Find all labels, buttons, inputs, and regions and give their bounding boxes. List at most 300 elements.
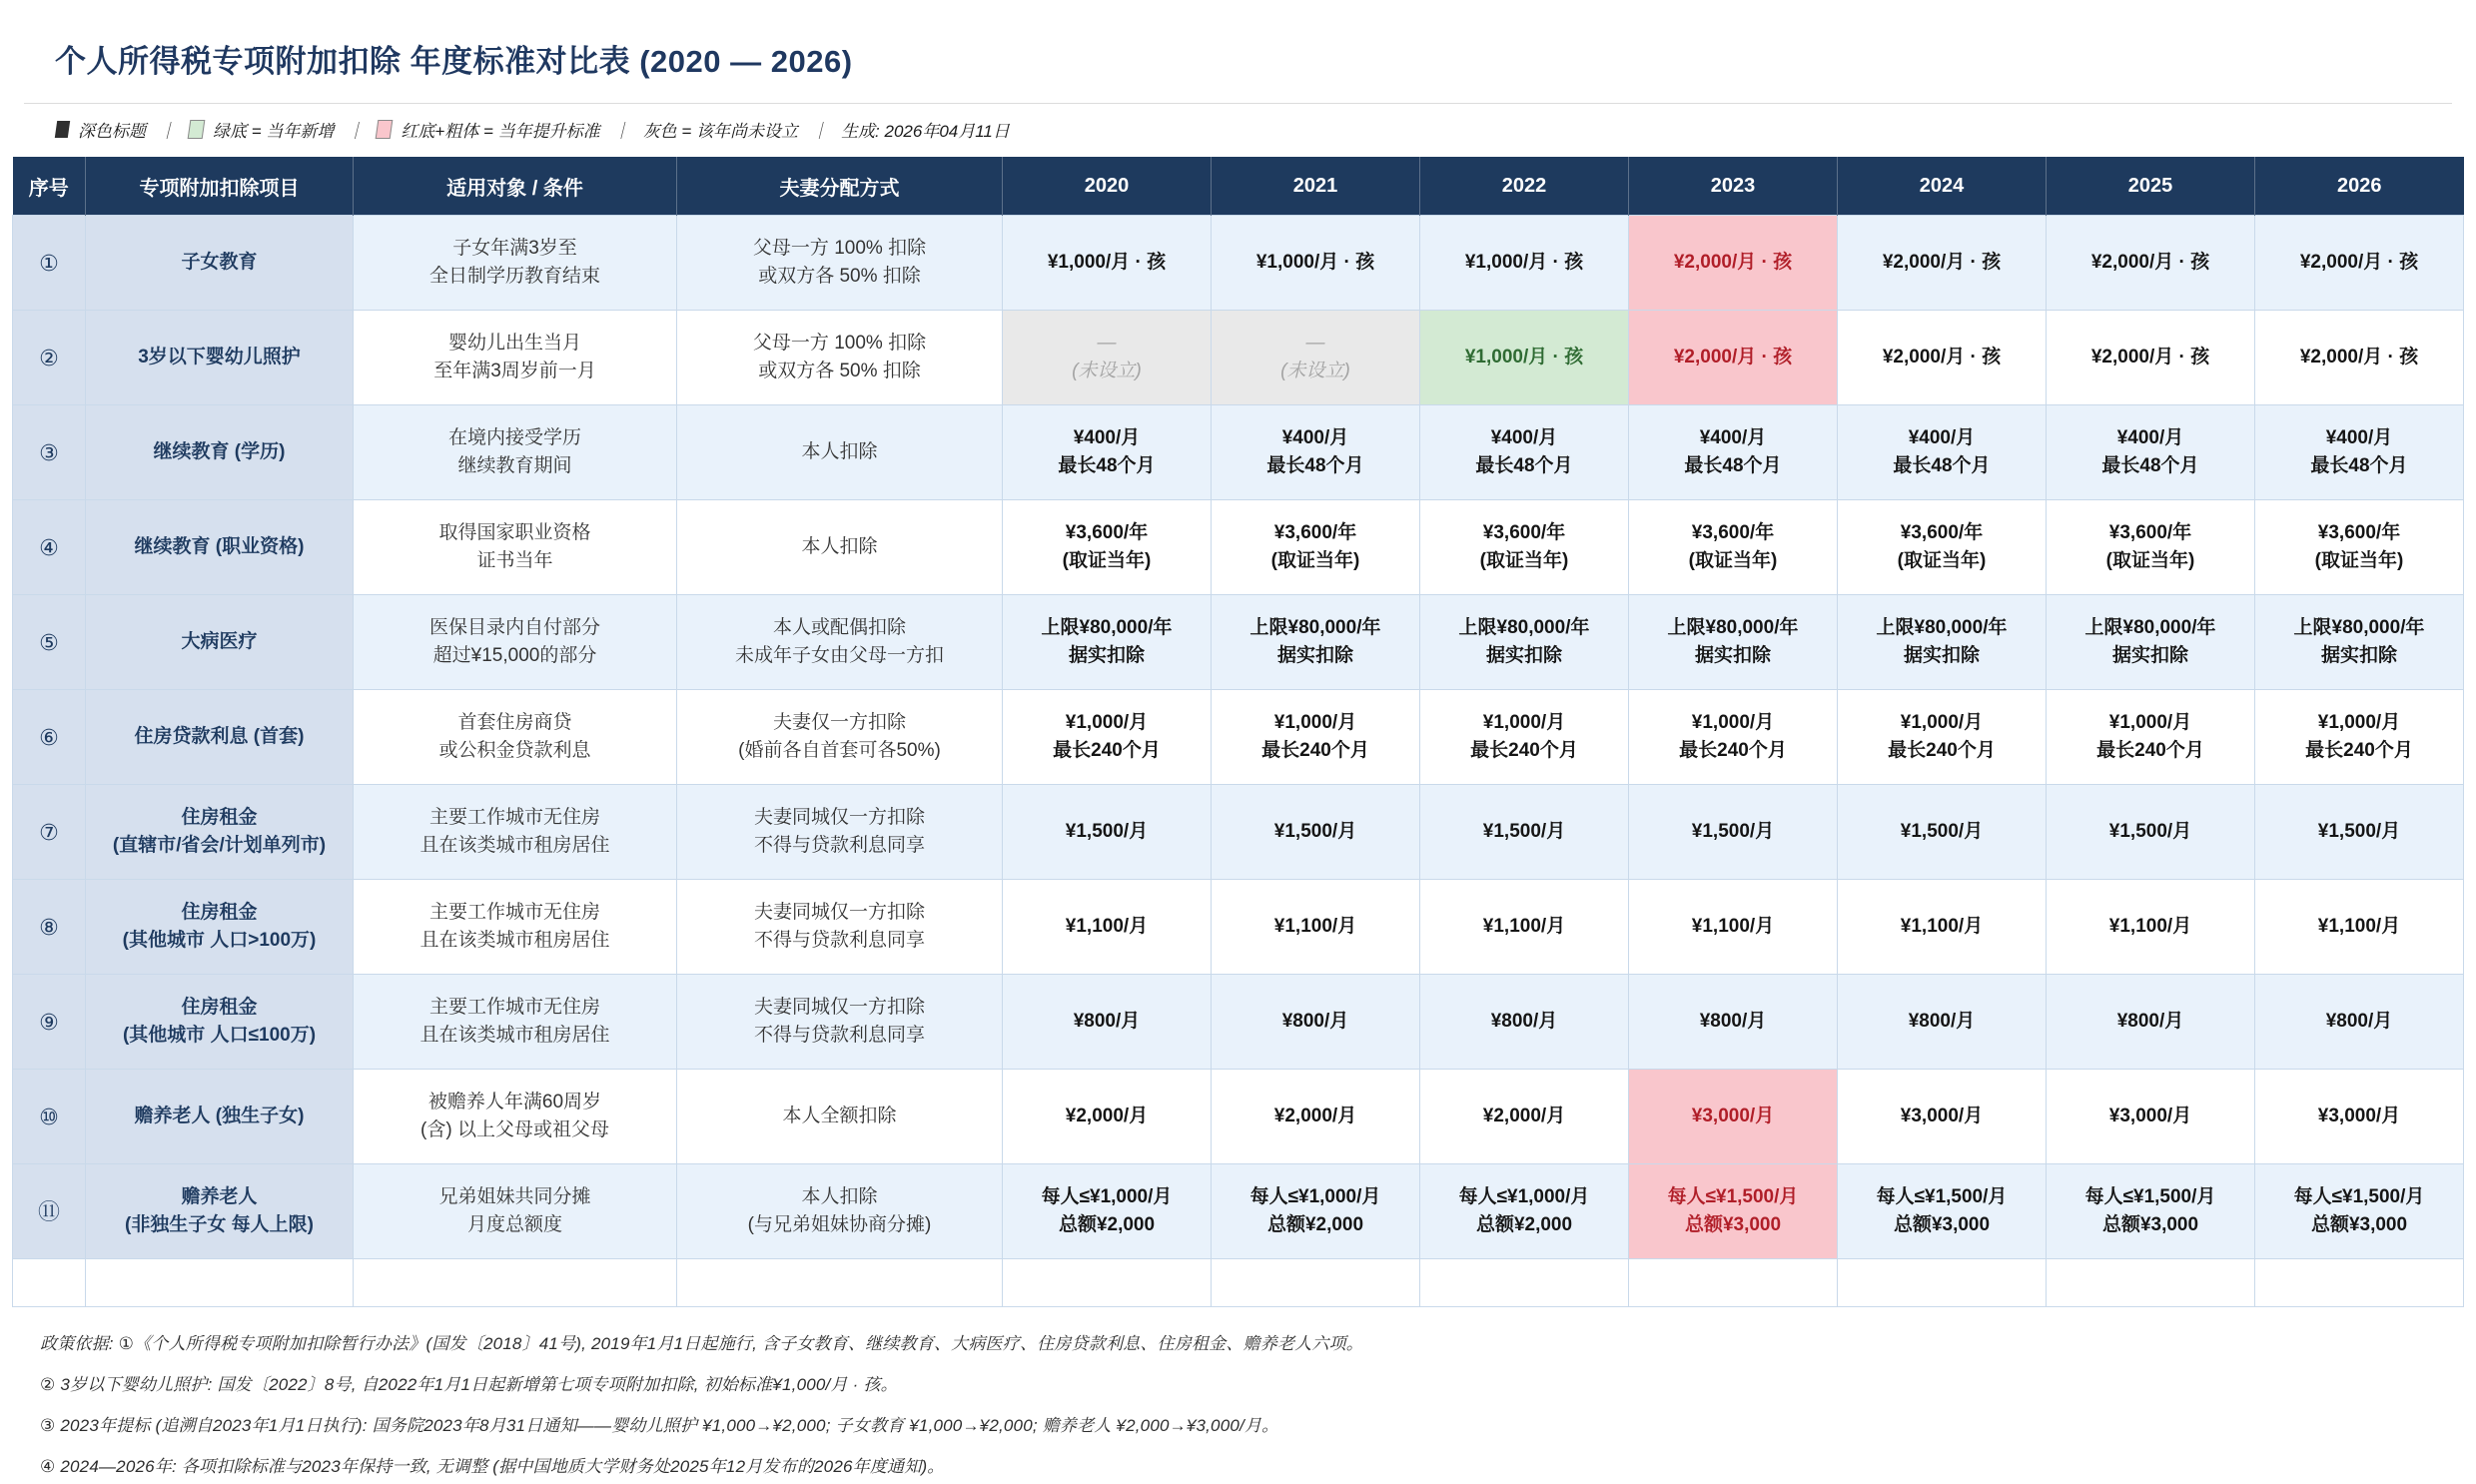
column-header: 2020: [1003, 157, 1212, 216]
year-value-cell-2026: [2255, 1164, 2464, 1259]
cell-text-line: 最长48个月: [1475, 455, 1573, 476]
year-value-cell-2023: [1629, 785, 1838, 880]
cell-text-line: ¥400/月: [1490, 426, 1558, 448]
year-value-cell-2025: [2047, 311, 2255, 405]
cell-text-line: 最长48个月: [2101, 455, 2199, 476]
year-value-cell-2026: [2255, 595, 2464, 690]
cell-text-line: ¥1,500/月: [1691, 820, 1775, 842]
deduction-item-name: [86, 500, 354, 595]
cell-text-line: 上限¥80,000/年: [2084, 616, 2216, 638]
cell-text-line: (取证当年): [2314, 550, 2404, 571]
year-value-cell-2023: [1629, 1070, 1838, 1164]
cell-text-line: ¥2,000/月 · 孩: [2090, 346, 2210, 368]
cell-text-line: 最长240个月: [1888, 740, 1996, 761]
cell-text-line: ¥1,100/月: [2317, 915, 2401, 937]
cell-text-line: ¥3,600/年: [1900, 521, 1984, 543]
cell-text-line: ¥2,000/月 · 孩: [2299, 346, 2419, 368]
cell-text-line: (其他城市 人口>100万): [122, 930, 317, 951]
cell-text-line: ¥1,000/月: [2317, 711, 2401, 733]
deduction-item-name: [86, 405, 354, 500]
cell-text-line: 总额¥3,000: [1684, 1214, 1782, 1235]
cell-text-line: 大病医疗: [181, 630, 258, 652]
year-value-cell-2022: [1420, 595, 1629, 690]
cell-text-line: 首套住房商贷: [457, 711, 572, 733]
cell-text-line: 夫妻同城仅一方扣除: [753, 901, 925, 923]
year-value-cell-2026: [2255, 216, 2464, 311]
year-value-cell-2021: [1212, 1164, 1420, 1259]
year-value-cell-2025: [2047, 975, 2255, 1070]
year-value-cell-2025: [2047, 500, 2255, 595]
cell-text-line: 本人全额扣除: [782, 1105, 897, 1126]
year-value-cell-2023: [1629, 975, 1838, 1070]
cell-text-line: 子女年满3岁至: [452, 237, 577, 259]
year-value-cell-2022: [1420, 405, 1629, 500]
year-value-cell-2025: [2047, 1164, 2255, 1259]
cell-text-line: ¥400/月: [2116, 426, 2184, 448]
deduction-item-name: [86, 1070, 354, 1164]
cell-text-line: 且在该类城市租房居住: [419, 835, 610, 856]
cell-text-line: 或双方各 50% 扣除: [758, 266, 921, 287]
year-value-cell-2022: [1420, 1070, 1629, 1164]
cell-text-line: 继续教育 (职业资格): [134, 535, 305, 557]
cell-text-line: ¥800/月: [1281, 1010, 1349, 1032]
year-value-cell-2024: [1838, 1070, 2047, 1164]
policy-note: 政策依据: ①《个人所得税专项附加扣除暂行办法》(国发〔2018〕41号), 2019年1月1日起施行, 含子女教育、继续教育、大病医疗、住房贷款利息、住房租金、赡养老人六项。: [40, 1334, 1363, 1353]
cell-text-line: 每人≤¥1,000/月: [1249, 1185, 1381, 1207]
cell-text-line: (未设立): [1072, 361, 1142, 381]
cell-text-line: 取得国家职业资格: [438, 521, 591, 543]
cell-text-line: 未成年子女由父母一方扣: [734, 645, 944, 666]
cell-text-line: ¥800/月: [2116, 1010, 2184, 1032]
legend-item-label: 红底+粗体 = 当年提升标准: [401, 122, 600, 141]
cell-text-line: ¥400/月: [1281, 426, 1349, 448]
cell-text-line: ¥2,000/月 · 孩: [2090, 251, 2210, 273]
row-index: ②: [13, 311, 86, 405]
cell-text-line: 最长48个月: [1058, 455, 1156, 476]
cell-text-line: 父母一方 100% 扣除: [752, 237, 927, 259]
year-value-cell-2026: [2255, 500, 2464, 595]
empty-cell: [2047, 1259, 2255, 1307]
cell-text-line: 每人≤¥1,000/月: [1458, 1185, 1590, 1207]
legend-item-label: 深色标题: [78, 122, 146, 141]
year-value-cell-2023: [1629, 595, 1838, 690]
cell-text-line: 最长240个月: [1470, 740, 1578, 761]
cell-text-line: (取证当年): [1062, 550, 1152, 571]
year-value-cell-2025: [2047, 1070, 2255, 1164]
cell-text-line: ¥400/月: [2325, 426, 2393, 448]
table-row: [13, 216, 2464, 311]
column-header: 夫妻分配方式: [677, 157, 1003, 216]
year-value-cell-2024: [1838, 216, 2047, 311]
year-value-cell-2022: [1420, 1164, 1629, 1259]
cell-text-line: ¥1,100/月: [2108, 915, 2192, 937]
year-value-cell-2025: [2047, 216, 2255, 311]
year-value-cell-2020: [1003, 500, 1212, 595]
cell-text-line: 主要工作城市无住房: [428, 901, 600, 923]
year-value-cell-2021: [1212, 1070, 1420, 1164]
allocation-cell: [677, 216, 1003, 311]
cell-text-line: ¥800/月: [1908, 1010, 1976, 1032]
column-header: 2025: [2047, 157, 2255, 216]
year-value-cell-2021: [1212, 785, 1420, 880]
year-value-cell-2023: [1629, 311, 1838, 405]
condition-cell: [354, 311, 677, 405]
cell-text-line: ¥3,600/年: [1065, 521, 1149, 543]
cell-text-line: 每人≤¥1,500/月: [1876, 1185, 2008, 1207]
cell-text-line: 月度总额度: [466, 1214, 562, 1235]
cell-text-line: 每人≤¥1,500/月: [1667, 1185, 1799, 1207]
empty-cell: [354, 1259, 677, 1307]
cell-text-line: 最长48个月: [2310, 455, 2408, 476]
cell-text-line: ¥1,000/月: [2108, 711, 2192, 733]
year-value-cell-2023: [1629, 216, 1838, 311]
legend-separator: ｜: [159, 122, 176, 141]
year-value-cell-2021: [1212, 216, 1420, 311]
cell-text-line: (取证当年): [2105, 550, 2195, 571]
cell-text-line: 最长240个月: [1053, 740, 1161, 761]
year-value-cell-2022: [1420, 975, 1629, 1070]
deduction-item-name: [86, 216, 354, 311]
column-header: 序号: [13, 157, 86, 216]
year-value-cell-2024: [1838, 690, 2047, 785]
allocation-cell: [677, 1164, 1003, 1259]
cell-text-line: (取证当年): [1897, 550, 1987, 571]
table-row: [13, 975, 2464, 1070]
year-value-cell-2026: [2255, 880, 2464, 975]
cell-text-line: 上限¥80,000/年: [1667, 616, 1799, 638]
legend-separator: ｜: [811, 122, 829, 141]
year-value-cell-2021: [1212, 975, 1420, 1070]
year-value-cell-2026: [2255, 1070, 2464, 1164]
cell-text-line: (取证当年): [1270, 550, 1360, 571]
year-value-cell-2022: [1420, 690, 1629, 785]
cell-text-line: 继续教育 (学历): [153, 440, 286, 462]
cell-text-line: 兄弟姐妹共同分摊: [438, 1185, 591, 1207]
cell-text-line: ¥1,500/月: [1273, 820, 1357, 842]
deduction-item-name: [86, 1164, 354, 1259]
cell-text-line: ¥1,000/月 · 孩: [1464, 346, 1584, 368]
row-index: ①: [13, 216, 86, 311]
year-value-cell-2024: [1838, 880, 2047, 975]
cell-text-line: ¥800/月: [1699, 1010, 1767, 1032]
cell-text-line: ¥2,000/月 · 孩: [1882, 346, 2002, 368]
cell-text-line: (取证当年): [1479, 550, 1569, 571]
cell-text-line: ¥1,000/月 · 孩: [1047, 251, 1167, 273]
year-value-cell-2021: [1212, 405, 1420, 500]
cell-text-line: (未设立): [1280, 361, 1350, 381]
cell-text-line: 据实扣除: [1694, 645, 1771, 666]
legend-item: [56, 117, 146, 142]
year-value-cell-2020: [1003, 405, 1212, 500]
cell-text-line: 不得与贷款利息同享: [753, 835, 925, 856]
year-value-cell-2024: [1838, 405, 2047, 500]
condition-cell: [354, 1164, 677, 1259]
cell-text-line: ¥2,000/月 · 孩: [2299, 251, 2419, 273]
cell-text-line: ¥1,500/月: [1482, 820, 1566, 842]
cell-text-line: 全日制学历教育结束: [428, 266, 600, 287]
empty-cell: [13, 1259, 86, 1307]
year-value-cell-2022: [1420, 785, 1629, 880]
cell-text-line: ¥1,500/月: [2317, 820, 2401, 842]
cell-text-line: 上限¥80,000/年: [2293, 616, 2425, 638]
cell-text-line: 医保目录内自付部分: [428, 616, 600, 638]
legend-item-label: 生成: 2026年04月11日: [841, 122, 1010, 141]
year-value-cell-2020: [1003, 1164, 1212, 1259]
condition-cell: [354, 785, 677, 880]
table-row: [13, 785, 2464, 880]
cell-text-line: 主要工作城市无住房: [428, 996, 600, 1018]
cell-text-line: 据实扣除: [1276, 645, 1353, 666]
cell-text-line: 最长240个月: [1261, 740, 1369, 761]
legend-item: [841, 117, 1010, 142]
deduction-item-name: [86, 595, 354, 690]
deduction-comparison-table: [12, 157, 2464, 1307]
cell-text-line: ¥3,000/月: [2317, 1105, 2401, 1126]
cell-text-line: ¥1,000/月: [1691, 711, 1775, 733]
page-title: 个人所得税专项附加扣除 年度标准对比表 (2020 — 2026): [55, 44, 853, 79]
cell-text-line: 子女教育: [181, 251, 258, 273]
year-value-cell-2025: [2047, 405, 2255, 500]
empty-cell: [1629, 1259, 1838, 1307]
cell-text-line: ¥2,000/月: [1482, 1105, 1566, 1126]
cell-text-line: 最长48个月: [1684, 455, 1782, 476]
year-value-cell-2020: [1003, 785, 1212, 880]
cell-text-line: ¥1,000/月 · 孩: [1255, 251, 1375, 273]
condition-cell: [354, 405, 677, 500]
cell-text-line: 被赡养人年满60周岁: [427, 1091, 602, 1113]
allocation-cell: [677, 405, 1003, 500]
empty-cell: [677, 1259, 1003, 1307]
cell-text-line: 证书当年: [476, 550, 553, 571]
deduction-item-name: [86, 975, 354, 1070]
cell-text-line: ¥1,500/月: [1065, 820, 1149, 842]
green-swatch-icon: [188, 120, 206, 139]
column-header: 2024: [1838, 157, 2047, 216]
cell-text-line: 住房租金: [181, 806, 258, 828]
row-index: ③: [13, 405, 86, 500]
cell-text-line: ¥1,000/月: [1900, 711, 1984, 733]
cell-text-line: ¥2,000/月 · 孩: [1673, 346, 1793, 368]
legend-item: [189, 117, 334, 142]
row-index: ⑦: [13, 785, 86, 880]
cell-text-line: ¥1,500/月: [2108, 820, 2192, 842]
cell-text-line: (与兄弟姐妹协商分摊): [747, 1214, 932, 1235]
cell-text-line: ¥3,600/年: [2317, 521, 2401, 543]
policy-note: ④ 2024—2026年: 各项扣除标准与2023年保持一致, 无调整 (据中国地质大学财务处2025年12月发布的2026年度通知)。: [40, 1457, 945, 1476]
column-header: 2023: [1629, 157, 1838, 216]
cell-text-line: 总额¥2,000: [1266, 1214, 1364, 1235]
cell-text-line: ¥800/月: [1490, 1010, 1558, 1032]
cell-text-line: 父母一方 100% 扣除: [752, 332, 927, 354]
year-value-cell-2026: [2255, 975, 2464, 1070]
cell-text-line: 每人≤¥1,500/月: [2293, 1185, 2425, 1207]
cell-text-line: (其他城市 人口≤100万): [122, 1025, 317, 1046]
cell-text-line: ¥1,100/月: [1691, 915, 1775, 937]
year-value-cell-2024: [1838, 595, 2047, 690]
legend-separator: ｜: [347, 122, 365, 141]
year-value-cell-2024: [1838, 1164, 2047, 1259]
empty-cell: [1003, 1259, 1212, 1307]
deduction-item-name: [86, 880, 354, 975]
year-value-cell-2022: [1420, 216, 1629, 311]
year-value-cell-2025: [2047, 880, 2255, 975]
cell-text-line: 上限¥80,000/年: [1249, 616, 1381, 638]
cell-text-line: 住房贷款利息 (首套): [134, 725, 305, 747]
table-row: [13, 1070, 2464, 1164]
cell-text-line: 总额¥3,000: [2101, 1214, 2199, 1235]
cell-text-line: ¥3,000/月: [1691, 1105, 1775, 1126]
column-header: 2021: [1212, 157, 1420, 216]
row-index: ⑤: [13, 595, 86, 690]
row-index: ⑧: [13, 880, 86, 975]
allocation-cell: [677, 595, 1003, 690]
cell-text-line: ¥400/月: [1699, 426, 1767, 448]
table-row: [13, 311, 2464, 405]
cell-text-line: 据实扣除: [1485, 645, 1562, 666]
cell-text-line: —: [1097, 332, 1117, 354]
year-value-cell-2020: [1003, 975, 1212, 1070]
condition-cell: [354, 595, 677, 690]
year-value-cell-2024: [1838, 500, 2047, 595]
cell-text-line: 赡养老人: [181, 1185, 258, 1207]
table-body: [13, 216, 2464, 1307]
cell-text-line: ¥3,600/年: [2108, 521, 2192, 543]
column-header: 专项附加扣除项目: [86, 157, 354, 216]
cell-text-line: ¥3,000/月: [1900, 1105, 1984, 1126]
cell-text-line: ¥2,000/月 · 孩: [1882, 251, 2002, 273]
cell-text-line: ¥1,100/月: [1900, 915, 1984, 937]
allocation-cell: [677, 311, 1003, 405]
table-row: [13, 405, 2464, 500]
column-header: 适用对象 / 条件: [354, 157, 677, 216]
cell-text-line: ¥1,100/月: [1273, 915, 1357, 937]
cell-text-line: ¥400/月: [1073, 426, 1141, 448]
cell-text-line: 主要工作城市无住房: [428, 806, 600, 828]
cell-text-line: 至年满3周岁前一月: [433, 361, 596, 381]
legend-separator: ｜: [612, 122, 630, 141]
cell-text-line: 3岁以下婴幼儿照护: [138, 346, 301, 368]
legend-item-label: 绿底 = 当年新增: [213, 122, 335, 141]
column-header: 2026: [2255, 157, 2464, 216]
year-value-cell-2024: [1838, 975, 2047, 1070]
row-index: ⑥: [13, 690, 86, 785]
cell-text-line: 每人≤¥1,000/月: [1041, 1185, 1173, 1207]
year-value-cell-2020: [1003, 595, 1212, 690]
year-value-cell-2023: [1629, 690, 1838, 785]
legend-item-label: 灰色 = 该年尚未设立: [642, 122, 799, 141]
policy-notes: [0, 1307, 2476, 1477]
year-value-cell-2024: [1838, 311, 2047, 405]
cell-text-line: ¥3,600/年: [1691, 521, 1775, 543]
cell-text-line: 或公积金贷款利息: [438, 740, 591, 761]
year-value-cell-2020: [1003, 690, 1212, 785]
empty-cell: [1420, 1259, 1629, 1307]
allocation-cell: [677, 880, 1003, 975]
year-value-cell-2023: [1629, 880, 1838, 975]
legend-item: [643, 117, 798, 142]
cell-text-line: 总额¥2,000: [1475, 1214, 1573, 1235]
cell-text-line: 最长240个月: [2096, 740, 2204, 761]
cell-text-line: ¥1,000/月: [1482, 711, 1566, 733]
cell-text-line: —: [1305, 332, 1325, 354]
year-value-cell-2025: [2047, 785, 2255, 880]
empty-cell: [1212, 1259, 1420, 1307]
header-row: [13, 157, 2464, 216]
table-row: [13, 595, 2464, 690]
cell-text-line: 本人扣除: [801, 440, 878, 462]
allocation-cell: [677, 975, 1003, 1070]
year-value-cell-2022: [1420, 500, 1629, 595]
cell-text-line: ¥800/月: [2325, 1010, 2393, 1032]
allocation-cell: [677, 690, 1003, 785]
cell-text-line: 夫妻同城仅一方扣除: [753, 806, 925, 828]
year-value-cell-2026: [2255, 405, 2464, 500]
empty-cell: [1838, 1259, 2047, 1307]
cell-text-line: 上限¥80,000/年: [1876, 616, 2008, 638]
cell-text-line: ¥1,000/月 · 孩: [1464, 251, 1584, 273]
cell-text-line: 总额¥3,000: [1893, 1214, 1991, 1235]
cell-text-line: 据实扣除: [2111, 645, 2188, 666]
cell-text-line: 最长48个月: [1893, 455, 1991, 476]
cell-text-line: 总额¥3,000: [2310, 1214, 2408, 1235]
condition-cell: [354, 975, 677, 1070]
year-value-cell-2021: [1212, 500, 1420, 595]
cell-text-line: 本人扣除: [801, 535, 878, 557]
table-row: [13, 1164, 2464, 1259]
year-value-cell-2020: [1003, 1070, 1212, 1164]
cell-text-line: 住房租金: [181, 901, 258, 923]
column-header: 2022: [1420, 157, 1629, 216]
cell-text-line: 在境内接受学历: [447, 426, 581, 448]
empty-spacer-row: [13, 1259, 2464, 1307]
empty-cell: [2255, 1259, 2464, 1307]
cell-text-line: 最长48个月: [1266, 455, 1364, 476]
cell-text-line: 据实扣除: [1068, 645, 1145, 666]
cell-text-line: 据实扣除: [1903, 645, 1980, 666]
cell-text-line: ¥1,100/月: [1482, 915, 1566, 937]
year-value-cell-2020: [1003, 311, 1212, 405]
cell-text-line: 夫妻仅一方扣除: [772, 711, 906, 733]
legend-bar: [24, 103, 2452, 157]
cell-text-line: 上限¥80,000/年: [1458, 616, 1590, 638]
cell-text-line: (含) 以上父母或祖父母: [420, 1119, 609, 1140]
cell-text-line: 据实扣除: [2320, 645, 2397, 666]
table-row: [13, 880, 2464, 975]
table-header: [13, 157, 2464, 216]
row-index: ④: [13, 500, 86, 595]
cell-text-line: ¥1,000/月: [1065, 711, 1149, 733]
deduction-item-name: [86, 690, 354, 785]
year-value-cell-2021: [1212, 690, 1420, 785]
allocation-cell: [677, 500, 1003, 595]
condition-cell: [354, 216, 677, 311]
year-value-cell-2020: [1003, 216, 1212, 311]
condition-cell: [354, 690, 677, 785]
cell-text-line: 最长240个月: [2305, 740, 2413, 761]
cell-text-line: 不得与贷款利息同享: [753, 930, 925, 951]
cell-text-line: ¥1,000/月: [1273, 711, 1357, 733]
cell-text-line: ¥1,500/月: [1900, 820, 1984, 842]
row-index: ⑩: [13, 1070, 86, 1164]
year-value-cell-2026: [2255, 311, 2464, 405]
cell-text-line: 夫妻同城仅一方扣除: [753, 996, 925, 1018]
cell-text-line: ¥400/月: [1908, 426, 1976, 448]
year-value-cell-2020: [1003, 880, 1212, 975]
allocation-cell: [677, 1070, 1003, 1164]
year-value-cell-2026: [2255, 690, 2464, 785]
year-value-cell-2022: [1420, 880, 1629, 975]
cell-text-line: ¥2,000/月: [1273, 1105, 1357, 1126]
